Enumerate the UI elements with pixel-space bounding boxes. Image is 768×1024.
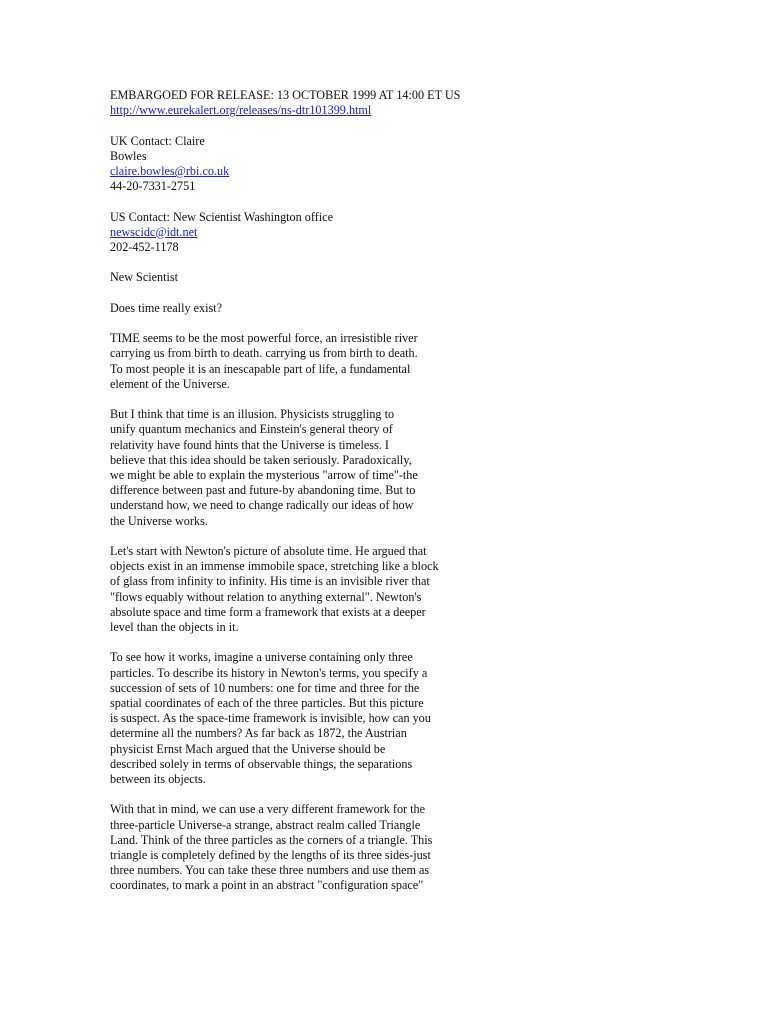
text-line: element of the Universe. [110, 376, 230, 391]
uk-contact-phone: 44-20-7331-2751 [110, 179, 196, 194]
uk-contact-label: UK Contact: Claire [110, 133, 205, 148]
text-line: difference between past and future-by abandoning time. But to [110, 483, 416, 498]
text-line: physicist Ernst Mach argued that the Universe should be [110, 741, 386, 756]
body-paragraph-5 [110, 802, 510, 893]
text-line: three-particle Universe-a strange, abstract realm called Triangle [110, 817, 421, 832]
text-line: relativity have found hints that the Universe is timeless. I [110, 437, 389, 452]
us-contact-block [110, 210, 510, 256]
text-line: believe that this idea should be taken seriously. Paradoxically, [110, 452, 412, 467]
text-line: carrying us from birth to death. carrying us from birth to death. [110, 346, 418, 361]
text-line: of glass from infinity to infinity. His time is an invisible river that [110, 574, 430, 589]
press-release-document [110, 88, 510, 909]
text-line: between its objects. [110, 772, 206, 787]
release-url-link[interactable]: http://www.eurekalert.org/releases/ns-dtr101399.html [110, 103, 372, 118]
text-line: determine all the numbers? As far back as 1872, the Austrian [110, 726, 407, 741]
text-line: "flows equably without relation to anything external". Newton's [110, 589, 422, 604]
text-line: three numbers. You can take these three numbers and use them as [110, 863, 430, 878]
uk-contact-name: Bowles [110, 148, 147, 163]
text-line: described solely in terms of observable things, the separations [110, 756, 413, 771]
text-line: understand how, we need to change radically our ideas of how [110, 498, 414, 513]
text-line: unify quantum mechanics and Einstein's general theory of [110, 422, 393, 437]
text-line: Let's start with Newton's picture of absolute time. He argued that [110, 543, 427, 558]
text-line: To most people it is an inescapable part of life, a fundamental [110, 361, 411, 376]
text-line: coordinates, to mark a point in an abstract "configuration space" [110, 878, 424, 893]
text-line: absolute space and time form a framework that exists at a deeper [110, 604, 426, 619]
uk-contact-email-link[interactable]: claire.bowles@rbi.co.uk [110, 164, 230, 178]
text-line: is suspect. As the space-time framework is invisible, how can you [110, 711, 431, 726]
us-contact-label: US Contact: New Scientist Washington office [110, 209, 333, 224]
body-paragraph-2 [110, 407, 510, 529]
us-contact-email-link[interactable]: newscidc@idt.net [110, 224, 198, 239]
body-paragraph-1 [110, 331, 510, 392]
embargo-line: EMBARGOED FOR RELEASE: 13 OCTOBER 1999 AT 14:00 ET US [110, 88, 461, 102]
header-block [110, 88, 510, 118]
text-line: With that in mind, we can use a very different framework for the [110, 802, 426, 817]
source-line: New Scientist [110, 270, 179, 285]
us-contact-phone: 202-452-1178 [110, 240, 179, 254]
text-line: But I think that time is an illusion. Physicists struggling to [110, 407, 395, 422]
text-line: Land. Think of the three particles as the corners of a triangle. This [110, 832, 433, 847]
headline: Does time really exist? [110, 300, 223, 315]
text-line: To see how it works, imagine a universe containing only three [110, 650, 413, 665]
text-line: level than the objects in it. [110, 620, 239, 634]
text-line: succession of sets of 10 numbers: one for time and three for the [110, 680, 420, 695]
body-paragraph-4 [110, 650, 510, 787]
uk-contact-block [110, 134, 510, 195]
text-line: the Universe works. [110, 513, 208, 528]
text-line: TIME seems to be the most powerful force, an irresistible river [110, 331, 418, 346]
text-line: particles. To describe its history in Newton's terms, you specify a [110, 665, 428, 680]
body-paragraph-3 [110, 544, 510, 635]
text-line: triangle is completely defined by the lengths of its three sides-just [110, 848, 431, 863]
text-line: spatial coordinates of each of the three particles. But this picture [110, 696, 424, 710]
text-line: objects exist in an immense immobile space, stretching like a block [110, 559, 439, 574]
text-line: we might be able to explain the mysterious "arrow of time"-the [110, 467, 418, 482]
